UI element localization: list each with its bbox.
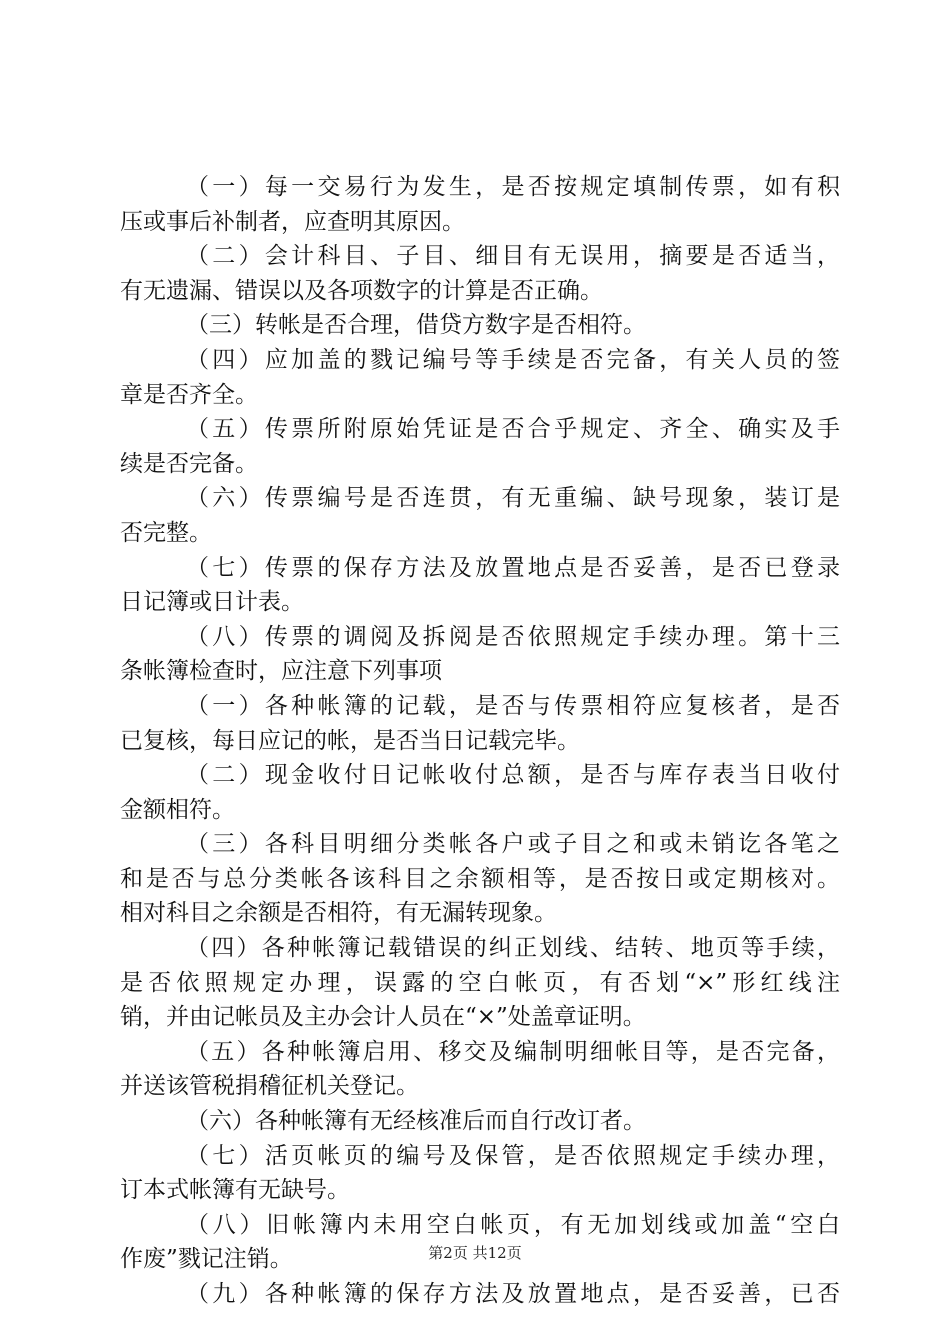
paragraph-line: 是否依照规定办理，误露的空白帐页，有否划“×”形红线注 [120, 969, 840, 996]
paragraph-line: （九）各种帐簿的保存方法及放置地点，是否妥善，已否 [186, 1281, 840, 1307]
paragraph-line: （一）各种帐簿的记载，是否与传票相符应复核者，是否 [186, 692, 840, 719]
paragraph-line: （七）传票的保存方法及放置地点是否妥善，是否已登录 [186, 554, 840, 581]
paragraph-line: 已复核，每日应记的帐，是否当日记载完毕。 [120, 727, 580, 754]
paragraph-line: 订本式帐簿有无缺号。 [120, 1177, 350, 1204]
paragraph-line: 有无遗漏、错误以及各项数字的计算是否正确。 [120, 277, 603, 304]
paragraph-line: （一）每一交易行为发生，是否按规定填制传票，如有积 [186, 174, 840, 200]
paragraph-line: （四）应加盖的戮记编号等手续是否完备，有关人员的签 [186, 346, 840, 373]
paragraph-line: （五）各种帐簿启用、移交及编制明细帐目等，是否完备， [186, 1038, 840, 1065]
paragraph-line: 作废”戮记注销。 [120, 1246, 293, 1273]
paragraph-line: 销，并由记帐员及主办会计人员在“×”处盖章证明。 [120, 1004, 646, 1031]
paragraph-line: （四）各种帐簿记载错误的纠正划线、结转、地页等手续， [186, 935, 840, 962]
paragraph-line: （二）现金收付日记帐收付总额，是否与库存表当日收付 [186, 762, 840, 789]
paragraph-line: 和是否与总分类帐各该科目之余额相等，是否按日或定期核对。 [120, 865, 840, 892]
paragraph-line: 续是否完备。 [120, 450, 258, 477]
paragraph-line: 章是否齐全。 [120, 381, 258, 408]
paragraph-line: （六）传票编号是否连贯，有无重编、缺号现象，装订是 [186, 485, 840, 512]
paragraph-line: 并送该管税捐稽征机关登记。 [120, 1073, 419, 1100]
paragraph-line: 相对科目之余额是否相符，有无漏转现象。 [120, 900, 557, 927]
paragraph-line: 压或事后补制者，应查明其原因。 [120, 208, 465, 235]
paragraph-line: 金额相符。 [120, 796, 235, 823]
document-body [120, 170, 840, 1312]
page-number-footer: 第2页 共12页 [428, 1244, 522, 1262]
paragraph-line: 条帐簿检查时，应注意下列事项 [120, 658, 442, 685]
paragraph-line: （二）会计科目、子目、细目有无误用，摘要是否适当， [186, 243, 840, 270]
paragraph-line: （五）传票所附原始凭证是否合乎规定、齐全、确实及手 [186, 416, 840, 443]
paragraph-line: （八）旧帐簿内未用空白帐页，有无加划线或加盖“空白 [186, 1211, 840, 1238]
paragraph-line: （六）各种帐簿有无经核准后而自行改订者。 [186, 1108, 646, 1135]
paragraph-line: （三）各科目明细分类帐各户或子目之和或未销讫各笔之 [186, 831, 840, 858]
paragraph-line: 日记簿或日计表。 [120, 589, 304, 616]
paragraph-line: （三）转帐是否合理，借贷方数字是否相符。 [186, 312, 646, 339]
paragraph-line: （八）传票的调阅及拆阅是否依照规定手续办理。第十三 [186, 623, 840, 650]
paragraph-line: 否完整。 [120, 519, 212, 546]
paragraph-line: （七）活页帐页的编号及保管，是否依照规定手续办理， [186, 1142, 840, 1169]
